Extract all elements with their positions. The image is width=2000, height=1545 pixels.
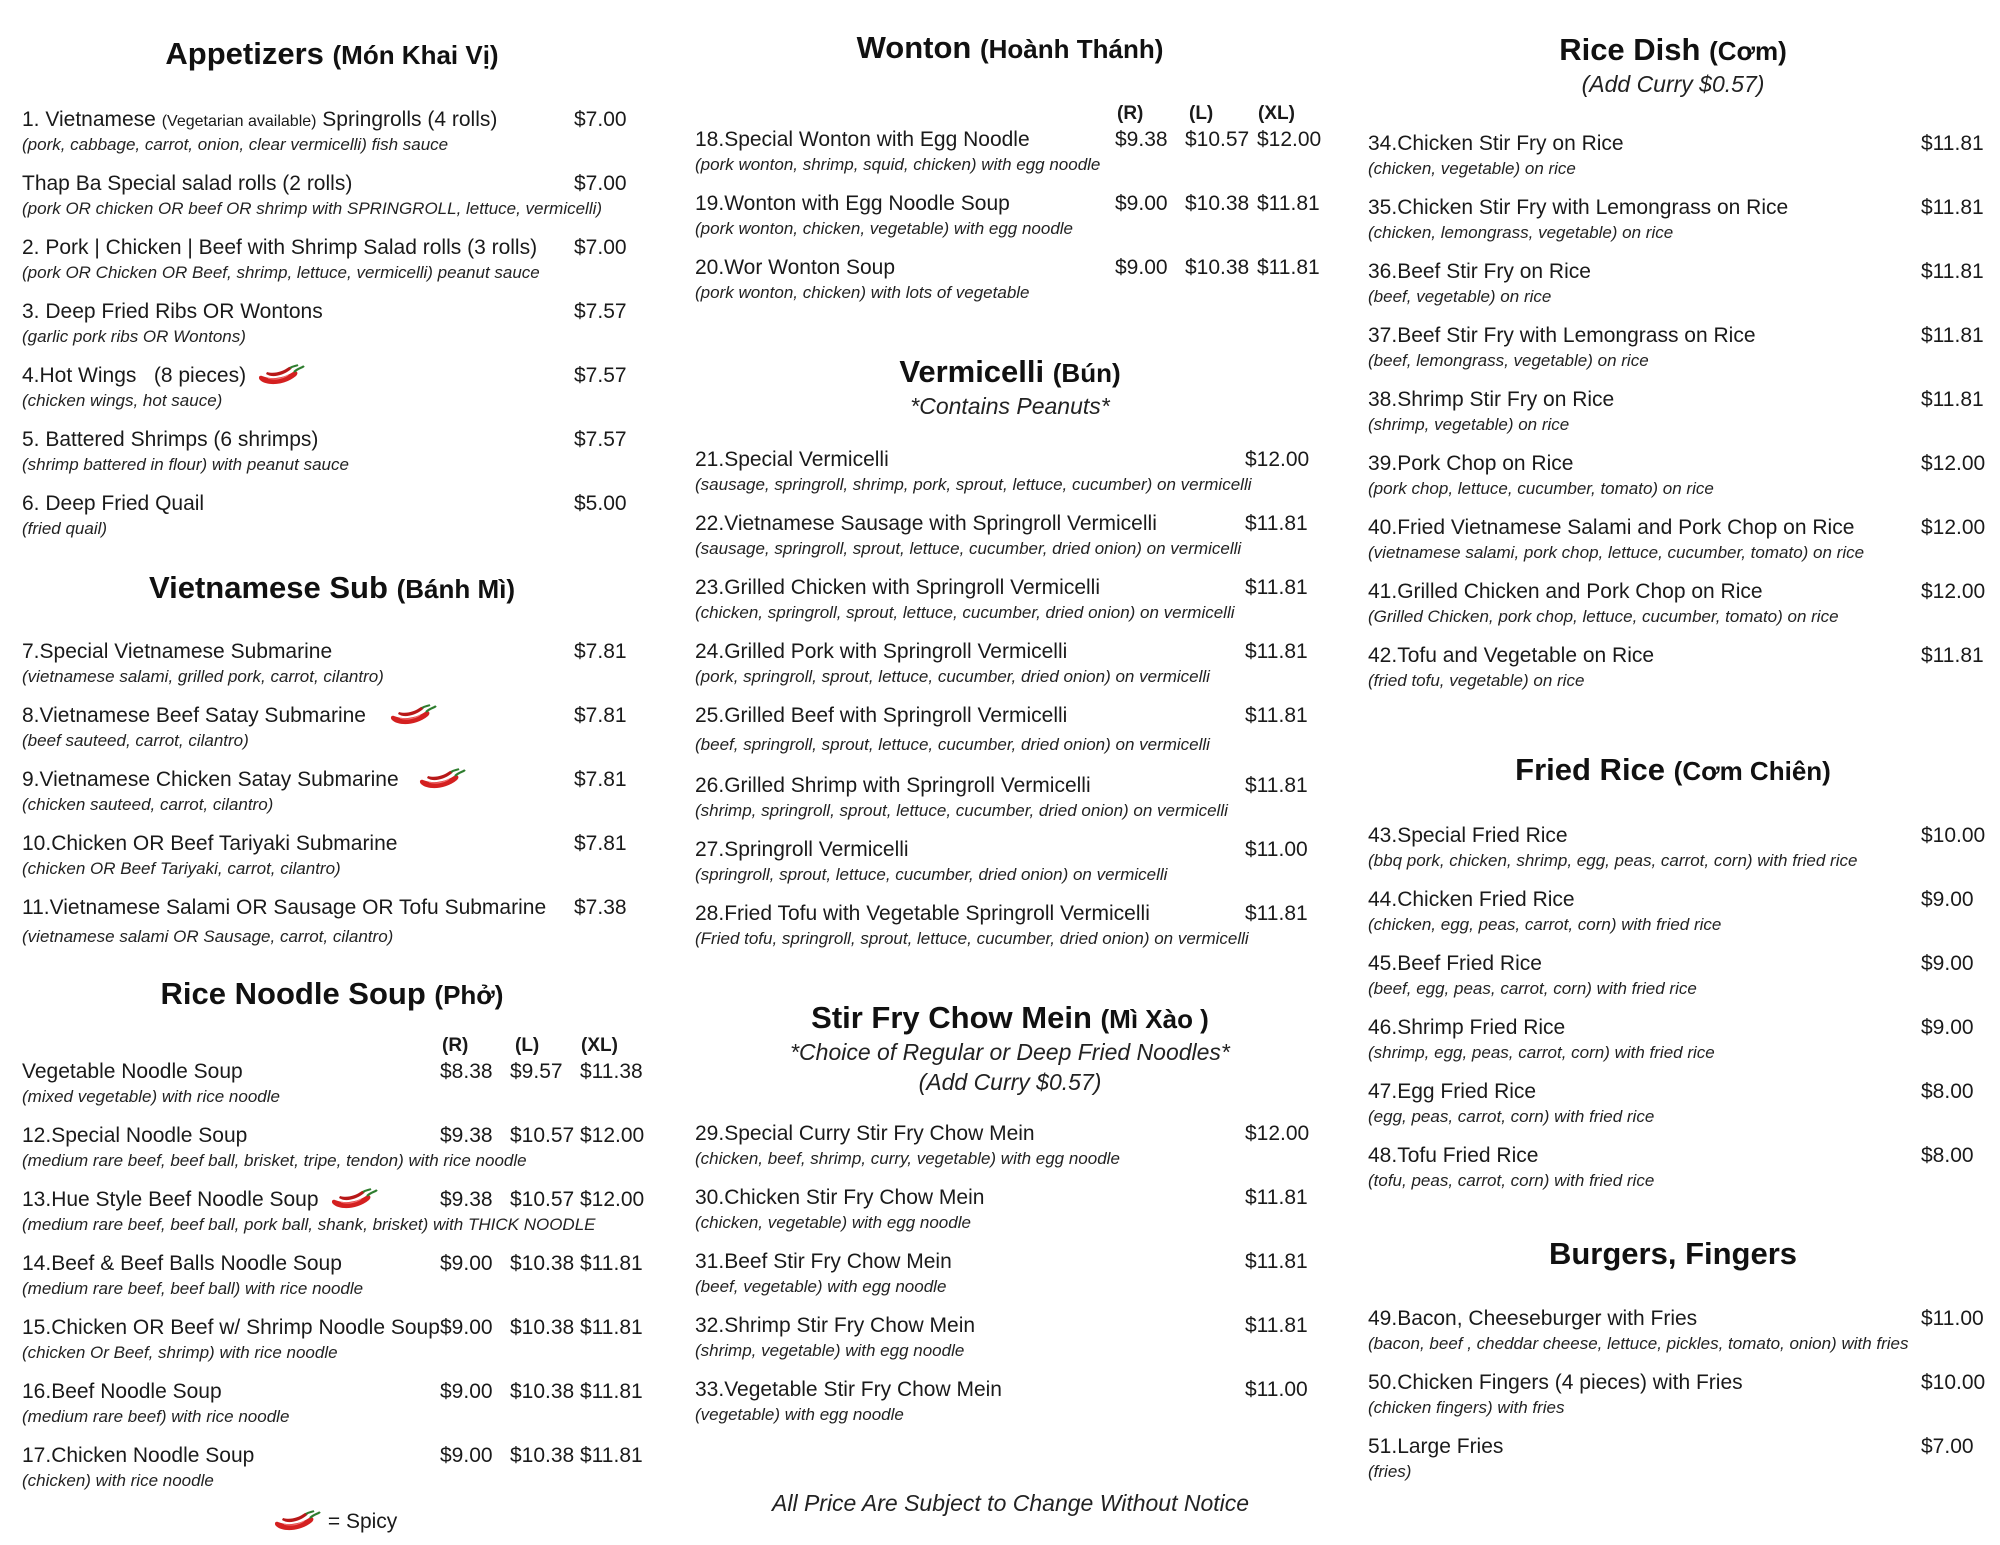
burgers-section <box>1368 1236 1986 1498</box>
item-name: 44.Chicken Fried Rice <box>1368 888 1575 911</box>
label: (Cơm) <box>1709 36 1787 66</box>
section-title <box>1368 32 1978 69</box>
item-name: 49.Bacon, Cheeseburger with Fries <box>1368 1307 1698 1330</box>
price: $8.00 <box>1921 1144 1974 1167</box>
item-name: 20.Wor Wonton Soup <box>695 256 896 279</box>
menu-item <box>22 1443 642 1507</box>
menu-item <box>695 447 1325 511</box>
item-name: 41.Grilled Chicken and Pork Chop on Rice <box>1368 580 1763 603</box>
item-name: 5. Battered Shrimps (6 shrimps) <box>22 428 319 451</box>
item-name: 10.Chicken OR Beef Tariyaki Submarine <box>22 832 398 855</box>
item-description: (medium rare beef, beef ball) with rice noodle <box>22 1279 364 1298</box>
menu-item <box>22 895 642 959</box>
price: $7.81 <box>574 640 627 663</box>
rice-dish-section <box>1368 32 1986 707</box>
item-description: (shrimp, vegetable) on rice <box>1368 415 1570 434</box>
item-description: (pork wonton, chicken, vegetable) with egg noodle <box>695 219 1074 238</box>
price: $12.00 <box>580 1188 645 1211</box>
item-description: (bacon, beef , cheddar cheese, lettuce, pickles, tomato, onion) with fries <box>1368 1334 1909 1353</box>
price: $9.57 <box>510 1060 563 1083</box>
item-description: (chicken, vegetable) on rice <box>1368 159 1576 178</box>
price: $9.00 <box>1115 192 1168 215</box>
section-title <box>22 570 642 607</box>
item-name: 33.Vegetable Stir Fry Chow Mein <box>695 1378 1002 1401</box>
price: $11.81 <box>1257 256 1320 279</box>
item-description: (chicken sauteed, carrot, cilantro) <box>22 795 274 814</box>
menu-item <box>695 773 1325 837</box>
menu-item <box>1368 1306 1984 1370</box>
menu-item <box>1368 259 1984 323</box>
price: $10.38 <box>510 1380 575 1403</box>
item-description: (chicken, egg, peas, carrot, corn) with fried rice <box>1368 915 1722 934</box>
price: $10.57 <box>510 1124 575 1147</box>
label: (XL) <box>581 1035 618 1056</box>
item-name: 21.Special Vermicelli <box>695 448 889 471</box>
price: $7.57 <box>574 428 627 451</box>
price: $9.00 <box>1921 1016 1974 1039</box>
price: $11.38 <box>580 1060 643 1083</box>
item-description: (pork, springroll, sprout, lettuce, cucumber, dried onion) on vermicelli <box>695 667 1210 686</box>
item-description: (Grilled Chicken, pork chop, lettuce, cucumber, tomato) on rice <box>1368 607 1839 626</box>
menu-item <box>695 901 1325 965</box>
label: (L) <box>515 1035 540 1056</box>
menu-item <box>695 639 1325 703</box>
item-name: 18.Special Wonton with Egg Noodle <box>695 128 1030 151</box>
price: $12.00 <box>1921 580 1986 603</box>
price: $10.00 <box>1921 824 1986 847</box>
item-description: (chicken fingers) with fries <box>1368 1398 1565 1417</box>
price-disclaimer: All Price Are Subject to Change Without Notice <box>772 1490 1250 1516</box>
item-description: (shrimp, vegetable) with egg noodle <box>695 1341 965 1360</box>
item-name: 19.Wonton with Egg Noodle Soup <box>695 192 1010 215</box>
size-header <box>695 103 1325 127</box>
item-name: 34.Chicken Stir Fry on Rice <box>1368 132 1624 155</box>
menu-item <box>22 235 642 299</box>
item-description: (sausage, springroll, shrimp, pork, sprout, lettuce, cucumber) on vermicelli <box>695 475 1252 494</box>
menu-item <box>1368 131 1984 195</box>
price: $11.81 <box>1257 192 1320 215</box>
price: $7.57 <box>574 300 627 323</box>
wonton-section <box>695 30 1325 319</box>
price: $9.00 <box>1921 888 1974 911</box>
item-description: (chicken OR Beef Tariyaki, carrot, cilantro) <box>22 859 341 878</box>
menu-item <box>1368 643 1984 707</box>
item-name: 23.Grilled Chicken with Springroll Vermicelli <box>695 576 1100 599</box>
price: $9.00 <box>1921 952 1974 975</box>
price: $7.38 <box>574 896 627 919</box>
item-description: (pork wonton, shrimp, squid, chicken) with egg noodle <box>695 155 1101 174</box>
label: Vietnamese Sub <box>149 570 388 605</box>
price: $10.38 <box>510 1316 575 1339</box>
item-description: (vietnamese salami, grilled pork, carrot, cilantro) <box>22 667 384 686</box>
item-name: 50.Chicken Fingers (4 pieces) with Fries <box>1368 1371 1743 1394</box>
item-description: (pork wonton, chicken) with lots of vegetable <box>695 283 1030 302</box>
item-description: (beef sauteed, carrot, cilantro) <box>22 731 249 750</box>
item-name: Thap Ba Special salad rolls (2 rolls) <box>22 172 353 195</box>
chili-pepper-icon <box>272 1510 322 1534</box>
item-description: (chicken) with rice noodle <box>22 1471 214 1490</box>
section-title <box>695 1000 1325 1037</box>
price: $12.00 <box>1921 452 1986 475</box>
section-title <box>695 30 1325 67</box>
item-name: 37.Beef Stir Fry with Lemongrass on Rice <box>1368 324 1756 347</box>
item-name: Vegetable Noodle Soup <box>22 1060 243 1083</box>
item-description: (pork, cabbage, carrot, onion, clear vermicelli) fish sauce <box>22 135 449 154</box>
menu-item <box>695 837 1325 901</box>
item-name: 36.Beef Stir Fry on Rice <box>1368 260 1591 283</box>
item-description: (shrimp, egg, peas, carrot, corn) with fried rice <box>1368 1043 1715 1062</box>
menu-item <box>1368 195 1984 259</box>
menu-item <box>22 767 642 831</box>
item-name: 13.Hue Style Beef Noodle Soup <box>22 1187 379 1213</box>
price: $11.81 <box>1245 902 1308 925</box>
section-title <box>695 354 1325 391</box>
menu-item <box>695 1185 1325 1249</box>
item-name: 51.Large Fries <box>1368 1435 1504 1458</box>
price: $11.81 <box>580 1252 643 1275</box>
item-description: (fried quail) <box>22 519 108 538</box>
price: $11.81 <box>1921 644 1984 667</box>
label: Wonton <box>856 30 972 65</box>
price: $9.38 <box>440 1124 493 1147</box>
price: $11.00 <box>1245 838 1308 861</box>
price: $8.38 <box>440 1060 493 1083</box>
label: (Hoành Thánh) <box>979 34 1164 64</box>
item-name: 17.Chicken Noodle Soup <box>22 1444 255 1467</box>
section-title <box>22 36 642 73</box>
item-name: 14.Beef & Beef Balls Noodle Soup <box>22 1252 342 1275</box>
item-name: 47.Egg Fried Rice <box>1368 1080 1537 1103</box>
section-title: Burgers, Fingers <box>1548 1236 1798 1271</box>
menu-item <box>22 299 642 363</box>
price: $12.00 <box>580 1124 645 1147</box>
item-description: (tofu, peas, carrot, corn) with fried rice <box>1368 1171 1655 1190</box>
menu-item <box>22 1251 642 1315</box>
label: Vermicelli <box>899 354 1045 389</box>
item-description: (beef, springroll, sprout, lettuce, cucumber, dried onion) on vermicelli <box>695 735 1210 754</box>
vermicelli-section <box>695 354 1325 965</box>
menu-item <box>1368 887 1978 951</box>
price: $7.81 <box>574 768 627 791</box>
price: $11.81 <box>1245 1186 1308 1209</box>
menu-item <box>695 1121 1325 1185</box>
item-name: 11.Vietnamese Salami OR Sausage OR Tofu Submarine <box>22 896 547 919</box>
item-description: (beef, vegetable) on rice <box>1368 287 1552 306</box>
menu-item <box>1368 387 1984 451</box>
price: $12.00 <box>1921 516 1986 539</box>
menu-item <box>22 1123 645 1187</box>
price: $7.81 <box>574 832 627 855</box>
section-note: *Contains Peanuts* <box>910 393 1110 419</box>
price: $11.81 <box>1245 640 1308 663</box>
item-description: (chicken wings, hot sauce) <box>22 391 223 410</box>
menu-item <box>1368 823 1986 887</box>
menu-item <box>1368 1370 1986 1434</box>
price: $7.57 <box>574 364 627 387</box>
spicy-legend: = Spicy <box>272 1510 397 1534</box>
label: Fried Rice <box>1515 752 1666 787</box>
item-description: (egg, peas, carrot, corn) with fried rice <box>1368 1107 1655 1126</box>
item-name: 31.Beef Stir Fry Chow Mein <box>695 1250 952 1273</box>
price: $9.00 <box>1115 256 1168 279</box>
item-name: 27.Springroll Vermicelli <box>695 838 909 861</box>
menu-item <box>22 831 642 895</box>
label: (Phở) <box>434 980 504 1010</box>
item-description: (shrimp, springroll, sprout, lettuce, cucumber, dried onion) on vermicelli <box>695 801 1228 820</box>
menu-item <box>695 255 1325 319</box>
price: $9.00 <box>440 1316 493 1339</box>
menu-item <box>22 1187 645 1251</box>
price: $11.81 <box>1921 132 1984 155</box>
menu-item <box>22 427 642 491</box>
menu-item <box>695 1313 1325 1377</box>
item-description: (vietnamese salami, pork chop, lettuce, cucumber, tomato) on rice <box>1368 543 1865 562</box>
item-description: (chicken, vegetable) with egg noodle <box>695 1213 971 1232</box>
chow-mein-section <box>695 1000 1325 1441</box>
item-name: 16.Beef Noodle Soup <box>22 1380 222 1403</box>
price: $11.81 <box>1245 1314 1308 1337</box>
label: Rice Noodle Soup <box>160 976 426 1011</box>
item-name: 3. Deep Fried Ribs OR Wontons <box>22 300 323 323</box>
price: $11.81 <box>1245 1250 1308 1273</box>
item-name: 9.Vietnamese Chicken Satay Submarine <box>22 767 467 793</box>
section-title <box>22 976 642 1013</box>
appetizers-section <box>22 36 642 555</box>
price: $9.38 <box>1115 128 1168 151</box>
item-description: (medium rare beef) with rice noodle <box>22 1407 290 1426</box>
price: $7.00 <box>1921 1435 1974 1458</box>
price: $11.81 <box>1921 324 1984 347</box>
item-description: (beef, lemongrass, vegetable) on rice <box>1368 351 1649 370</box>
label: (Bánh Mì) <box>396 574 515 604</box>
menu-item <box>695 1249 1325 1313</box>
price: $11.81 <box>1245 512 1308 535</box>
price: $11.81 <box>580 1444 643 1467</box>
item-description: (pork chop, lettuce, cucumber, tomato) on rice <box>1368 479 1714 498</box>
price: $11.81 <box>580 1316 643 1339</box>
menu-item <box>22 171 642 235</box>
price: $12.00 <box>1245 1122 1310 1145</box>
price: $7.00 <box>574 108 627 131</box>
rice-noodle-soup-section <box>22 976 645 1507</box>
item-name: 45.Beef Fried Rice <box>1368 952 1542 975</box>
item-name: 30.Chicken Stir Fry Chow Mein <box>695 1186 985 1209</box>
price: $11.81 <box>1921 196 1984 219</box>
section-note: (Add Curry $0.57) <box>1581 71 1765 97</box>
section-title <box>1368 752 1978 789</box>
label: (Món Khai Vị) <box>332 40 499 70</box>
menu-item <box>22 1315 642 1379</box>
menu-item <box>695 511 1325 575</box>
item-description: (fried tofu, vegetable) on rice <box>1368 671 1585 690</box>
menu-item <box>1368 1143 1978 1207</box>
price: $9.00 <box>440 1252 493 1275</box>
label: (R) <box>1117 103 1144 124</box>
item-description: (medium rare beef, beef ball, pork ball, shank, brisket) with THICK NOODLE <box>22 1215 596 1234</box>
price: $11.00 <box>1921 1307 1984 1330</box>
item-description: (beef, egg, peas, carrot, corn) with fried rice <box>1368 979 1697 998</box>
price: $11.81 <box>1245 576 1308 599</box>
price: $11.81 <box>1921 260 1984 283</box>
item-description: (springroll, sprout, lettuce, cucumber, dried onion) on vermicelli <box>695 865 1168 884</box>
menu-item <box>1368 323 1984 387</box>
item-description: (mixed vegetable) with rice noodle <box>22 1087 280 1106</box>
price: $9.00 <box>440 1380 493 1403</box>
vietnamese-sub-section <box>22 570 642 959</box>
price: $5.00 <box>574 492 627 515</box>
price: $8.00 <box>1921 1080 1974 1103</box>
label: Rice Dish <box>1559 32 1701 67</box>
price: $7.00 <box>574 236 627 259</box>
price: $10.57 <box>510 1188 575 1211</box>
chili-pepper-icon <box>329 1188 379 1212</box>
item-name: 48.Tofu Fried Rice <box>1368 1144 1539 1167</box>
label: (XL) <box>1258 103 1295 124</box>
menu-item <box>1368 1434 1978 1498</box>
item-description: (chicken, lemongrass, vegetable) on rice <box>1368 223 1674 242</box>
section-note: (Add Curry $0.57) <box>918 1069 1102 1095</box>
menu-item <box>695 191 1325 255</box>
price: $11.81 <box>1921 388 1984 411</box>
section-note: *Choice of Regular or Deep Fried Noodles* <box>790 1039 1230 1065</box>
size-header <box>22 1035 642 1059</box>
item-name: 43.Special Fried Rice <box>1368 824 1568 847</box>
price: $9.00 <box>440 1444 493 1467</box>
menu-item <box>1368 579 1986 643</box>
item-name: 24.Grilled Pork with Springroll Vermicelli <box>695 640 1068 663</box>
price: $11.00 <box>1245 1378 1308 1401</box>
menu-item <box>22 639 642 703</box>
chili-pepper-icon <box>256 364 306 388</box>
item-description: (pork OR chicken OR beef OR shrimp with SPRINGROLL, lettuce, vermicelli) <box>22 199 603 218</box>
fried-rice-section <box>1368 752 1986 1207</box>
menu-item <box>1368 515 1986 579</box>
menu-item <box>695 1377 1325 1441</box>
item-description: (vegetable) with egg noodle <box>695 1405 904 1424</box>
item-name: 7.Special Vietnamese Submarine <box>22 640 333 663</box>
price: $11.81 <box>580 1380 643 1403</box>
price: $12.00 <box>1257 128 1322 151</box>
item-name: 38.Shrimp Stir Fry on Rice <box>1368 388 1615 411</box>
price: $11.81 <box>1245 774 1308 797</box>
menu-item <box>695 575 1325 639</box>
chili-pepper-icon <box>417 768 467 792</box>
menu-item <box>22 491 642 555</box>
price: $11.81 <box>1245 704 1308 727</box>
price: $10.38 <box>1185 256 1250 279</box>
label: Stir Fry Chow Mein <box>811 1000 1092 1035</box>
item-name: 40.Fried Vietnamese Salami and Pork Chop on Rice <box>1368 516 1855 539</box>
item-name: 2. Pork | Chicken | Beef with Shrimp Salad rolls (3 rolls) <box>22 236 538 259</box>
item-description: (sausage, springroll, sprout, lettuce, cucumber, dried onion) on vermicelli <box>695 539 1242 558</box>
item-name: 1. Vietnamese (Vegetarian available) Springrolls (4 rolls) <box>22 108 498 131</box>
item-name: 4.Hot Wings (8 pieces) <box>22 363 306 389</box>
item-description: (shrimp battered in flour) with peanut sauce <box>22 455 349 474</box>
menu-item <box>695 703 1325 773</box>
price: $10.38 <box>510 1252 575 1275</box>
item-name: 25.Grilled Beef with Springroll Vermicelli <box>695 704 1068 727</box>
item-name: 15.Chicken OR Beef w/ Shrimp Noodle Soup <box>22 1316 440 1339</box>
item-name: 12.Special Noodle Soup <box>22 1124 248 1147</box>
price: $10.38 <box>510 1444 575 1467</box>
price: $9.38 <box>440 1188 493 1211</box>
item-description: (chicken, beef, shrimp, curry, vegetable) with egg noodle <box>695 1149 1120 1168</box>
item-description: (beef, vegetable) with egg noodle <box>695 1277 947 1296</box>
menu-item <box>22 1379 642 1443</box>
price: $7.00 <box>574 172 627 195</box>
item-description: (medium rare beef, beef ball, brisket, tripe, tendon) with rice noodle <box>22 1151 527 1170</box>
menu-item <box>22 1059 642 1123</box>
item-description: (vietnamese salami OR Sausage, carrot, cilantro) <box>22 927 394 946</box>
item-name: 42.Tofu and Vegetable on Rice <box>1368 644 1655 667</box>
item-name: 26.Grilled Shrimp with Springroll Vermicelli <box>695 774 1091 797</box>
menu-item <box>1368 951 1978 1015</box>
label: Appetizers <box>165 36 324 71</box>
item-name: 8.Vietnamese Beef Satay Submarine <box>22 703 438 729</box>
menu-item <box>22 107 642 171</box>
price: $7.81 <box>574 704 627 727</box>
menu-item <box>695 127 1325 191</box>
item-name: 46.Shrimp Fried Rice <box>1368 1016 1566 1039</box>
label: (Bún) <box>1052 358 1121 388</box>
item-description: (chicken, springroll, sprout, lettuce, cucumber, dried onion) on vermicelli <box>695 603 1235 622</box>
item-description: (pork OR Chicken OR Beef, shrimp, lettuce, vermicelli) peanut sauce <box>22 263 540 282</box>
menu-item <box>1368 1015 1978 1079</box>
label: (L) <box>1189 103 1214 124</box>
item-name: 28.Fried Tofu with Vegetable Springroll Vermicelli <box>695 902 1150 925</box>
item-name: 6. Deep Fried Quail <box>22 492 205 515</box>
item-name: 29.Special Curry Stir Fry Chow Mein <box>695 1122 1035 1145</box>
item-description: (Fried tofu, springroll, sprout, lettuce, cucumber, dried onion) on vermicelli <box>695 929 1249 948</box>
item-name: 35.Chicken Stir Fry with Lemongrass on Rice <box>1368 196 1789 219</box>
item-name: 22.Vietnamese Sausage with Springroll Vermicelli <box>695 512 1157 535</box>
label: (R) <box>442 1035 469 1056</box>
menu-item <box>22 703 642 767</box>
item-description: (chicken Or Beef, shrimp) with rice noodle <box>22 1343 338 1362</box>
item-description: (bbq pork, chicken, shrimp, egg, peas, carrot, corn) with fried rice <box>1368 851 1858 870</box>
price: $10.00 <box>1921 1371 1986 1394</box>
item-name: 39.Pork Chop on Rice <box>1368 452 1574 475</box>
label: (Cơm Chiên) <box>1673 756 1831 786</box>
price: $10.38 <box>1185 192 1250 215</box>
menu-item <box>1368 1079 1978 1143</box>
menu-item <box>22 363 642 427</box>
item-description: (garlic pork ribs OR Wontons) <box>22 327 246 346</box>
item-name: 32.Shrimp Stir Fry Chow Mein <box>695 1314 976 1337</box>
item-description: (fries) <box>1368 1462 1412 1481</box>
menu-item <box>1368 451 1986 515</box>
price: $12.00 <box>1245 448 1310 471</box>
price: $10.57 <box>1185 128 1250 151</box>
label: (Mì Xào ) <box>1100 1004 1209 1034</box>
chili-pepper-icon <box>388 704 438 728</box>
